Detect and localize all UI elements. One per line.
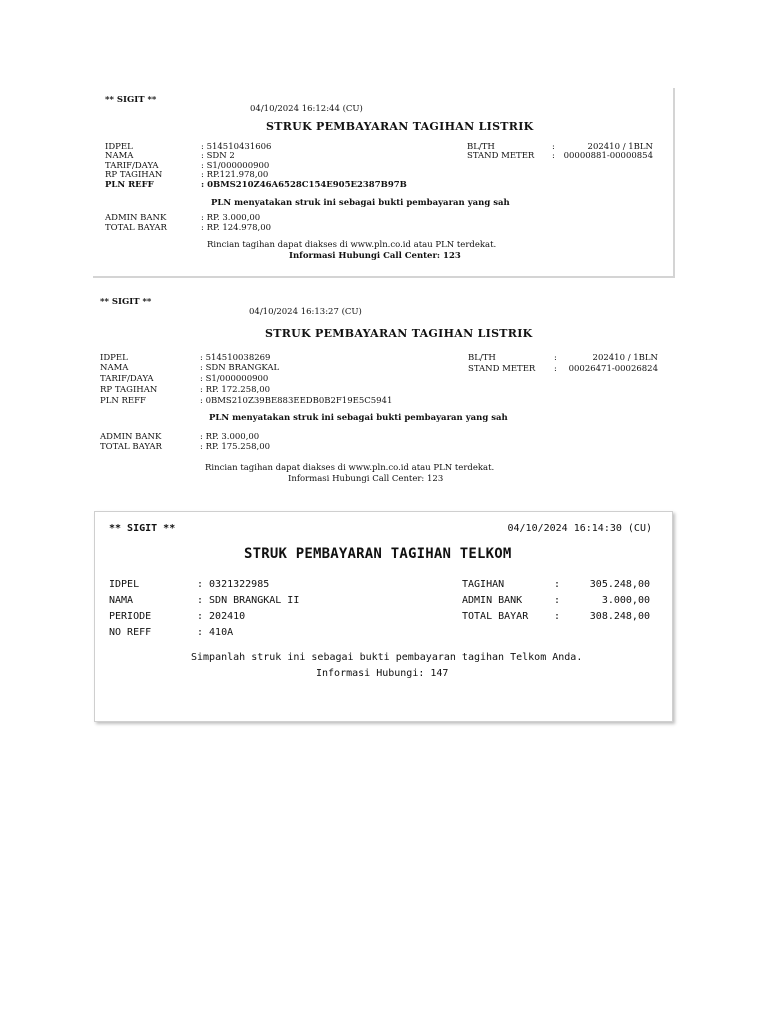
- right-label-admin-bank: ADMIN BANK: [462, 595, 523, 606]
- field-value-tagihan: : RP.121.978,00: [201, 170, 269, 180]
- footer-call-center: Informasi Hubungi Call Center: 123: [289, 251, 461, 261]
- right-label-stand-meter: STAND METER: [467, 151, 535, 161]
- right-sep-stand-meter: :: [554, 364, 557, 374]
- telkom-receipt: [94, 511, 673, 722]
- footer-call-center: Informasi Hubungi Call Center: 123: [288, 474, 444, 484]
- field-label-no-reff: NO REFF: [109, 627, 152, 638]
- right-label-blth: BL/TH: [467, 142, 495, 152]
- right-sep-tagihan: :: [554, 579, 561, 590]
- field-label-tagihan: RP TAGIHAN: [100, 385, 158, 395]
- field-value-reff: : 0BMS210Z46A6528C154E905E2387B97B: [201, 180, 407, 190]
- right-sep-stand-meter: :: [552, 151, 555, 161]
- right-value-blth: 202410 / 1BLN: [587, 142, 653, 152]
- legal-statement: PLN menyatakan struk ini sebagai bukti pembayaran yang sah: [211, 198, 510, 208]
- total-value-bayar: : RP. 175.258,00: [200, 442, 271, 452]
- transaction-datetime: 04/10/2024 16:13:27 (CU): [249, 307, 362, 317]
- right-label-tagihan: TAGIHAN: [462, 579, 505, 590]
- right-value-stand-meter: 00000881-00000854: [563, 151, 653, 161]
- right-sep-total-bayar: :: [554, 611, 561, 622]
- right-value-total-bayar: 308.248,00: [589, 611, 650, 622]
- footer-contact: Informasi Hubungi: 147: [316, 668, 449, 679]
- field-value-periode: : 202410: [197, 611, 246, 622]
- transaction-datetime: 04/10/2024 16:14:30 (CU): [507, 523, 652, 534]
- field-value-no-reff: : 410A: [197, 627, 234, 638]
- footer-info-line: Rincian tagihan dapat diakses di www.pln.co.id atau PLN terdekat.: [205, 463, 495, 473]
- footer-info-line: Simpanlah struk ini sebagai bukti pembayaran tagihan Telkom Anda.: [191, 652, 583, 663]
- total-label-bayar: TOTAL BAYAR: [100, 442, 162, 452]
- field-label-nama: NAMA: [105, 151, 134, 161]
- total-label-admin: ADMIN BANK: [105, 213, 167, 223]
- field-label-reff: PLN REFF: [105, 180, 154, 190]
- receipt-title: STRUK PEMBAYARAN TAGIHAN LISTRIK: [266, 120, 534, 133]
- right-label-total-bayar: TOTAL BAYAR: [462, 611, 529, 622]
- field-value-nama: : SDN BRANGKAL II: [197, 595, 300, 606]
- field-label-periode: PERIODE: [109, 611, 152, 622]
- field-value-nama: : SDN 2: [201, 151, 235, 161]
- total-label-bayar: TOTAL BAYAR: [105, 223, 167, 233]
- field-label-nama: NAMA: [109, 595, 134, 606]
- receipt-title: STRUK PEMBAYARAN TAGIHAN TELKOM: [244, 546, 512, 562]
- field-label-idpel: IDPEL: [105, 142, 133, 152]
- right-value-admin-bank: 3.000,00: [601, 595, 650, 606]
- total-value-admin: : RP. 3.000,00: [200, 432, 260, 442]
- field-label-tagihan: RP TAGIHAN: [105, 170, 163, 180]
- total-value-bayar: : RP. 124.978,00: [201, 223, 272, 233]
- legal-statement: PLN menyatakan struk ini sebagai bukti pembayaran yang sah: [209, 413, 508, 423]
- field-value-tarif: : S1/000000900: [201, 161, 270, 171]
- right-label-stand-meter: STAND METER: [468, 364, 536, 374]
- right-sep-blth: :: [552, 142, 555, 152]
- cashier-name: ** SIGIT **: [105, 95, 157, 105]
- field-value-reff: : 0BMS210Z39BE883EEDB0B2F19E5C5941: [200, 396, 393, 406]
- field-value-tarif: : S1/000000900: [200, 374, 269, 384]
- receipt-title: STRUK PEMBAYARAN TAGIHAN LISTRIK: [265, 327, 533, 340]
- right-value-blth: 202410 / 1BLN: [592, 353, 658, 363]
- field-value-idpel: : 514510431606: [201, 142, 272, 152]
- right-label-blth: BL/TH: [468, 353, 496, 363]
- field-label-nama: NAMA: [100, 363, 129, 373]
- right-sep-admin-bank: :: [554, 595, 561, 606]
- footer-info-line: Rincian tagihan dapat diakses di www.pln.co.id atau PLN terdekat.: [207, 240, 497, 250]
- total-value-admin: : RP. 3.000,00: [201, 213, 261, 223]
- pln-receipt-1: [93, 88, 675, 278]
- right-sep-blth: :: [554, 353, 557, 363]
- total-label-admin: ADMIN BANK: [100, 432, 162, 442]
- field-label-idpel: IDPEL: [109, 579, 140, 590]
- field-value-idpel: : 0321322985: [197, 579, 270, 590]
- cashier-name: ** SIGIT **: [100, 297, 152, 307]
- cashier-name: ** SIGIT **: [109, 523, 176, 534]
- pln-receipt-2: [93, 292, 673, 492]
- transaction-datetime: 04/10/2024 16:12:44 (CU): [250, 104, 363, 114]
- right-value-stand-meter: 00026471-00026824: [568, 364, 658, 374]
- field-value-tagihan: : RP. 172.258,00: [200, 385, 271, 395]
- field-label-idpel: IDPEL: [100, 353, 128, 363]
- field-label-tarif: TARIF/DAYA: [105, 161, 159, 171]
- field-value-idpel: : 514510038269: [200, 353, 271, 363]
- field-label-tarif: TARIF/DAYA: [100, 374, 154, 384]
- field-value-nama: : SDN BRANGKAL: [200, 363, 280, 373]
- field-label-reff: PLN REFF: [100, 396, 146, 406]
- right-value-tagihan: 305.248,00: [589, 579, 650, 590]
